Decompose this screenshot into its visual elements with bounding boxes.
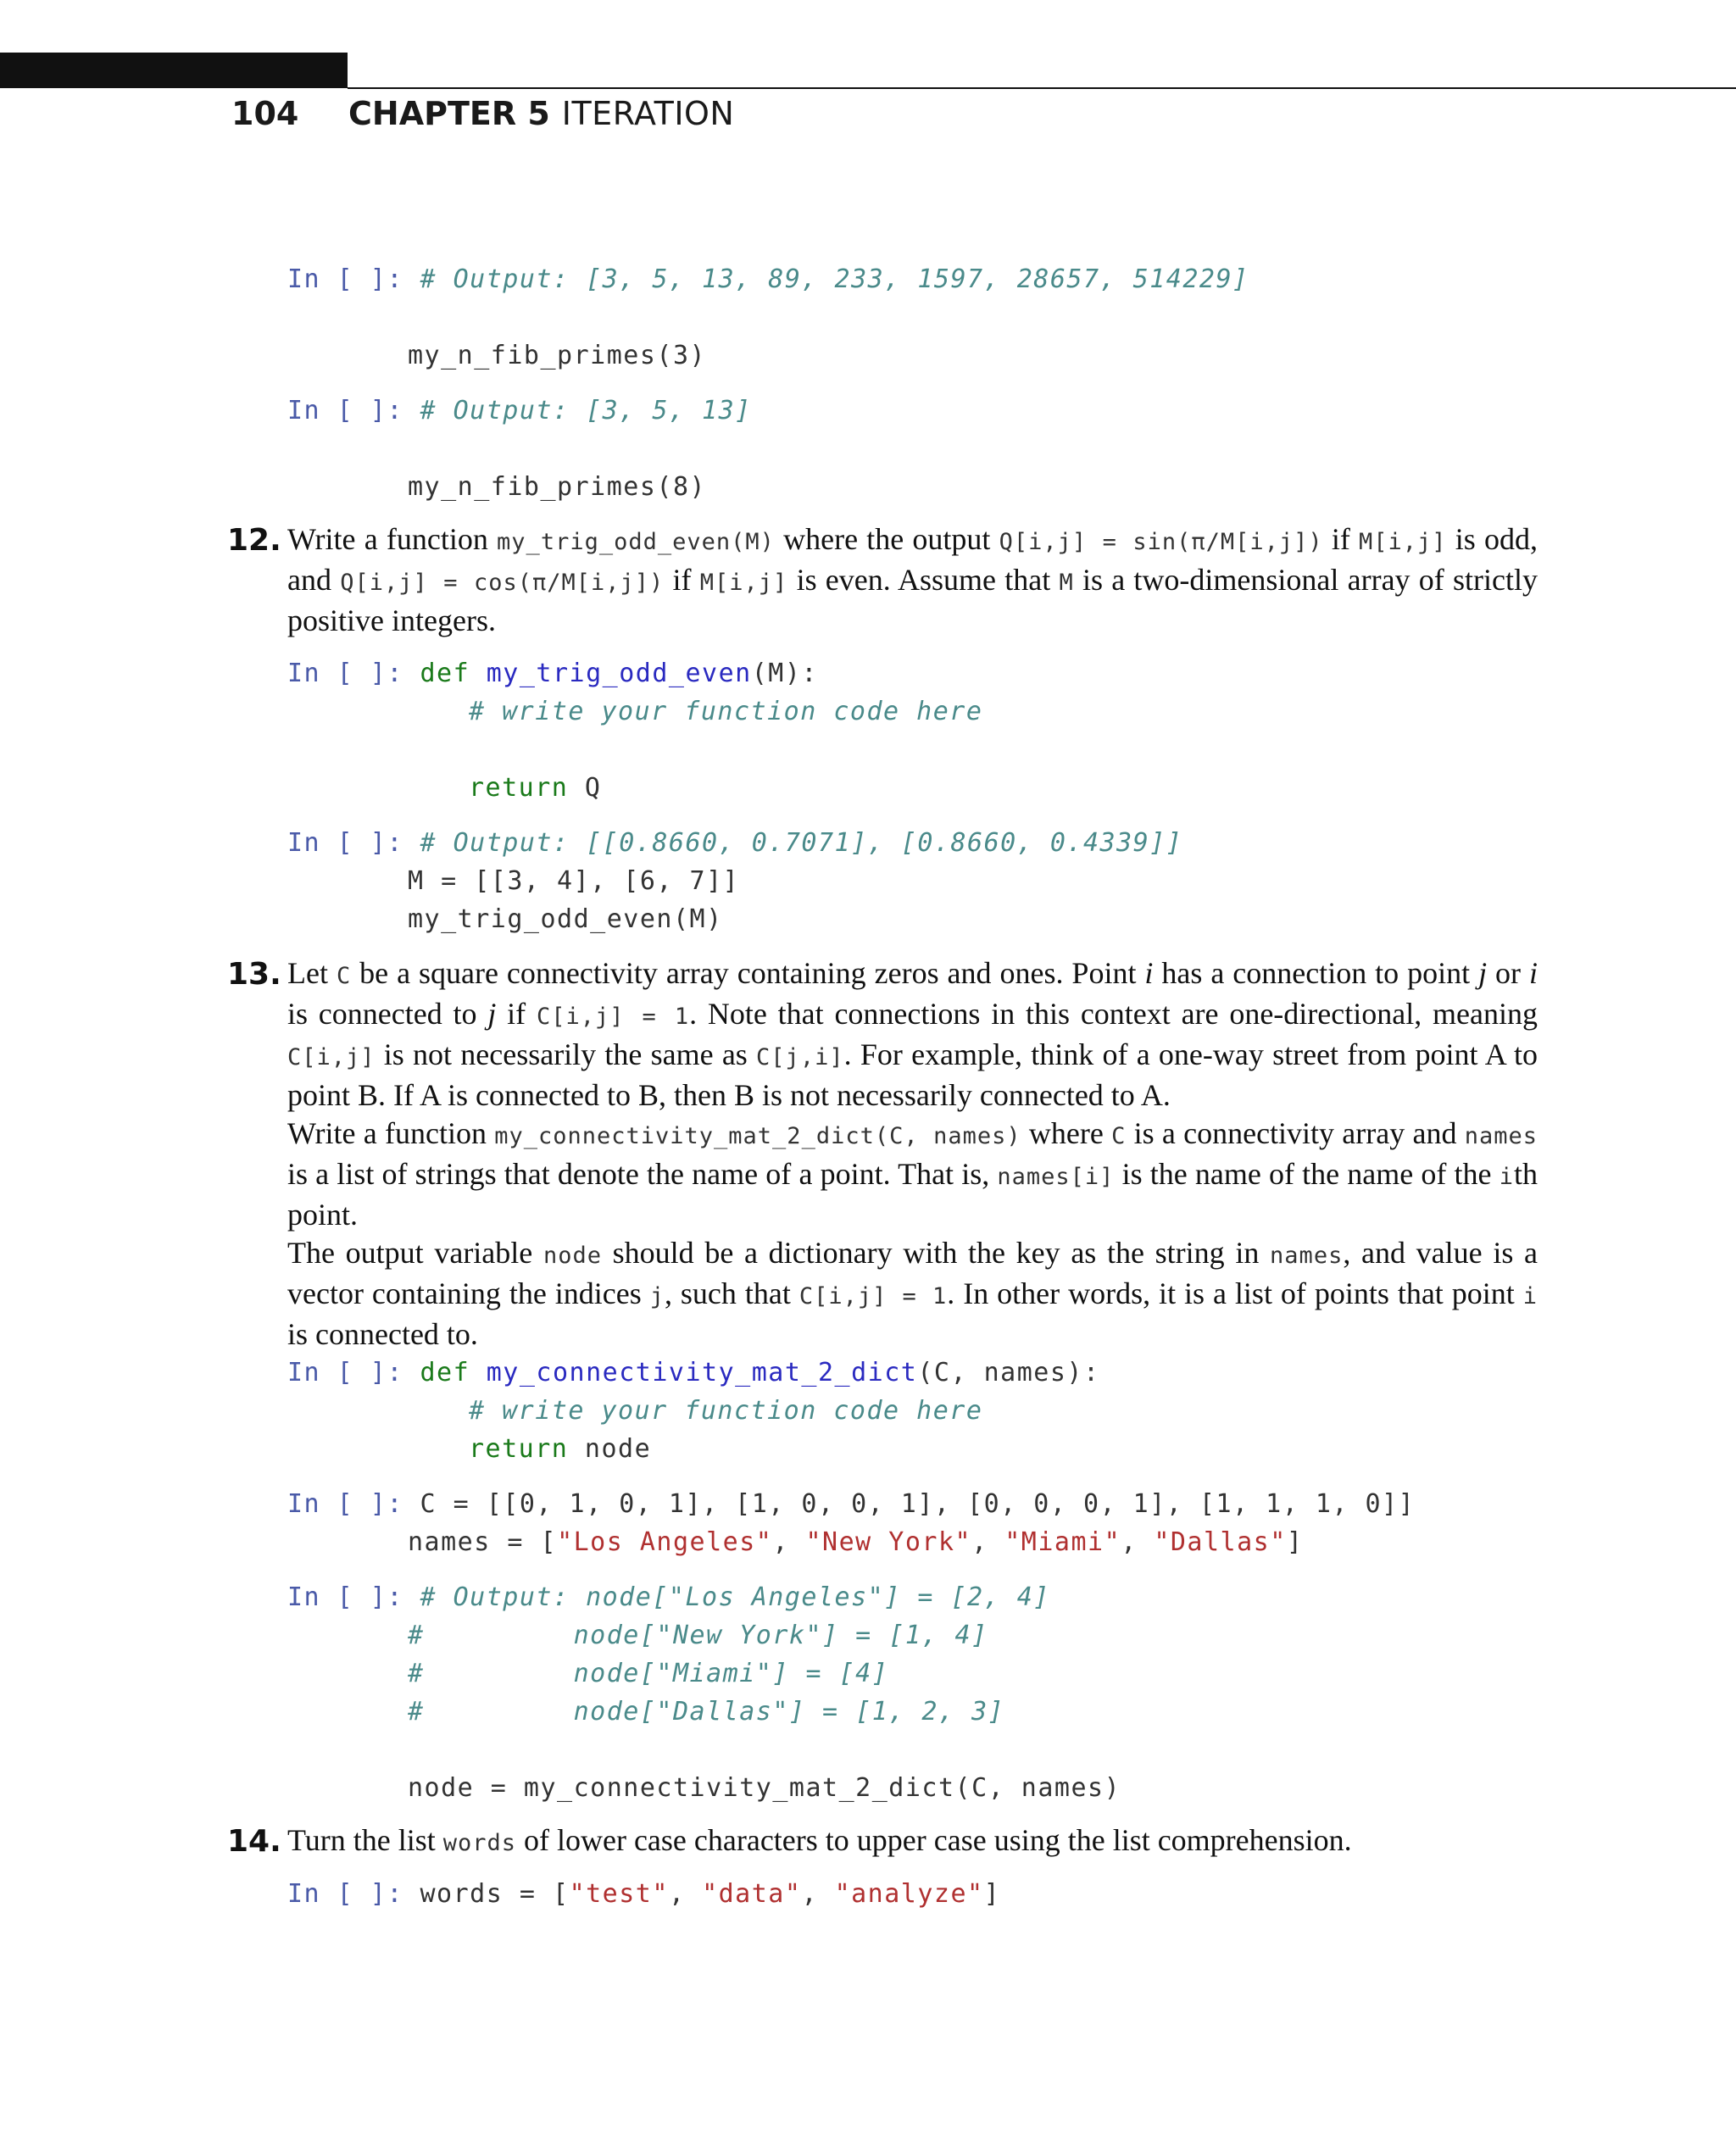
page-number: 104	[231, 95, 299, 132]
code-cell-6: In [ ]: C = [[0, 1, 0, 1], [1, 0, 0, 1], [0, 0, 0, 1], [1, 1, 1, 0]]	[287, 1489, 1416, 1519]
code-cell-8: In [ ]: words = ["test", "data", "analyze"]	[287, 1879, 1001, 1909]
cell-prompt: In [ ]:	[287, 264, 403, 294]
code-cell-3: In [ ]: def my_trig_odd_even(M):	[287, 659, 818, 688]
question-14-text: Turn the list words of lower case characters to upper case using the list comprehension.	[287, 1823, 1352, 1857]
function-name: my_trig_odd_even	[486, 659, 752, 688]
code-line: my_trig_odd_even(M)	[408, 904, 723, 934]
code-line: node = my_connectivity_mat_2_dict(C, names)	[408, 1773, 1121, 1803]
cell-prompt: In [ ]:	[287, 1358, 403, 1387]
code-comment: # Output: [3, 5, 13]	[420, 396, 752, 425]
cell-prompt: In [ ]:	[287, 1879, 403, 1909]
keyword: def	[420, 1358, 470, 1387]
cell-prompt: In [ ]:	[287, 828, 403, 858]
code-cell-5: In [ ]: def my_connectivity_mat_2_dict(C, names):	[287, 1358, 1100, 1387]
function-name: my_connectivity_mat_2_dict	[486, 1358, 918, 1387]
code-line: names = ["Los Angeles", "New York", "Miami", "Dallas"]	[408, 1527, 1304, 1557]
code-cell-4	[287, 828, 1182, 858]
code-comment: # Output: [3, 5, 13, 89, 233, 1597, 28657, 514229]	[420, 264, 1249, 294]
code-line: my_n_fib_primes(8)	[408, 472, 707, 502]
code-line: return node	[469, 1434, 652, 1464]
cell-prompt: In [ ]:	[287, 1489, 403, 1519]
code-cell-7: In [ ]: # Output: node["Los Angeles"] = [2, 4]	[287, 1582, 1050, 1612]
code-comment: # Output: [[0.8660, 0.7071], [0.8660, 0.4339]]	[420, 828, 1183, 858]
question-number: 13.	[227, 957, 281, 992]
chapter-label: CHAPTER 5	[348, 95, 550, 132]
chapter-title: ITERATION	[561, 95, 735, 132]
running-header	[231, 95, 734, 132]
code-line: my_n_fib_primes(3)	[408, 341, 707, 370]
header-rule	[348, 87, 1736, 89]
header-bar	[0, 53, 348, 88]
code-cell-2	[287, 396, 752, 425]
code-line: return Q	[469, 773, 602, 803]
code-comment: # node["New York"] = [1, 4]	[408, 1621, 988, 1650]
cell-prompt: In [ ]:	[287, 1582, 403, 1612]
question-13-text: Let C be a square connectivity array containing zeros and ones. Point i has a connection to point j or i is connected to j if C[i,j] = 1. Note that connections in this context are one-directional, meaning C[i,j] is not necessarily the same as C[j,i]. For example, think of a one-way street from point A to point B. If A is connected to B, then B is not necessarily connected to A. Write a function my_connectivity_mat_2_dict(C, names) where C is a connectivity array and names is a list of strings that denote the name of a point. That is, names[i] is the name of the name of the ith point. The output variable node should be a dictionary with the key as the string in names, and value is a vector containing the indices j, such that C[i,j] = 1. In other words, it is a list of points that point i is connected to.	[287, 956, 1538, 1351]
code-comment: # write your function code here	[469, 697, 983, 726]
code-comment: # write your function code here	[469, 1396, 983, 1426]
cell-prompt: In [ ]:	[287, 659, 403, 688]
code-comment: # node["Miami"] = [4]	[408, 1659, 889, 1688]
code-comment: # node["Dallas"] = [1, 2, 3]	[408, 1697, 1005, 1727]
cell-prompt: In [ ]:	[287, 396, 403, 425]
question-12-text: Write a function my_trig_odd_even(M) where the output Q[i,j] = sin(π/M[i,j]) if M[i,j] is odd, and Q[i,j] = cos(π/M[i,j]) if M[i,j] is even. Assume that M is a two-dimensional array of strictly positive integers.	[287, 522, 1538, 637]
question-number: 14.	[227, 1824, 281, 1859]
code-cell-1	[287, 264, 1249, 294]
keyword: def	[420, 659, 470, 688]
code-line: M = [[3, 4], [6, 7]]	[408, 866, 740, 896]
question-number: 12.	[227, 523, 281, 558]
